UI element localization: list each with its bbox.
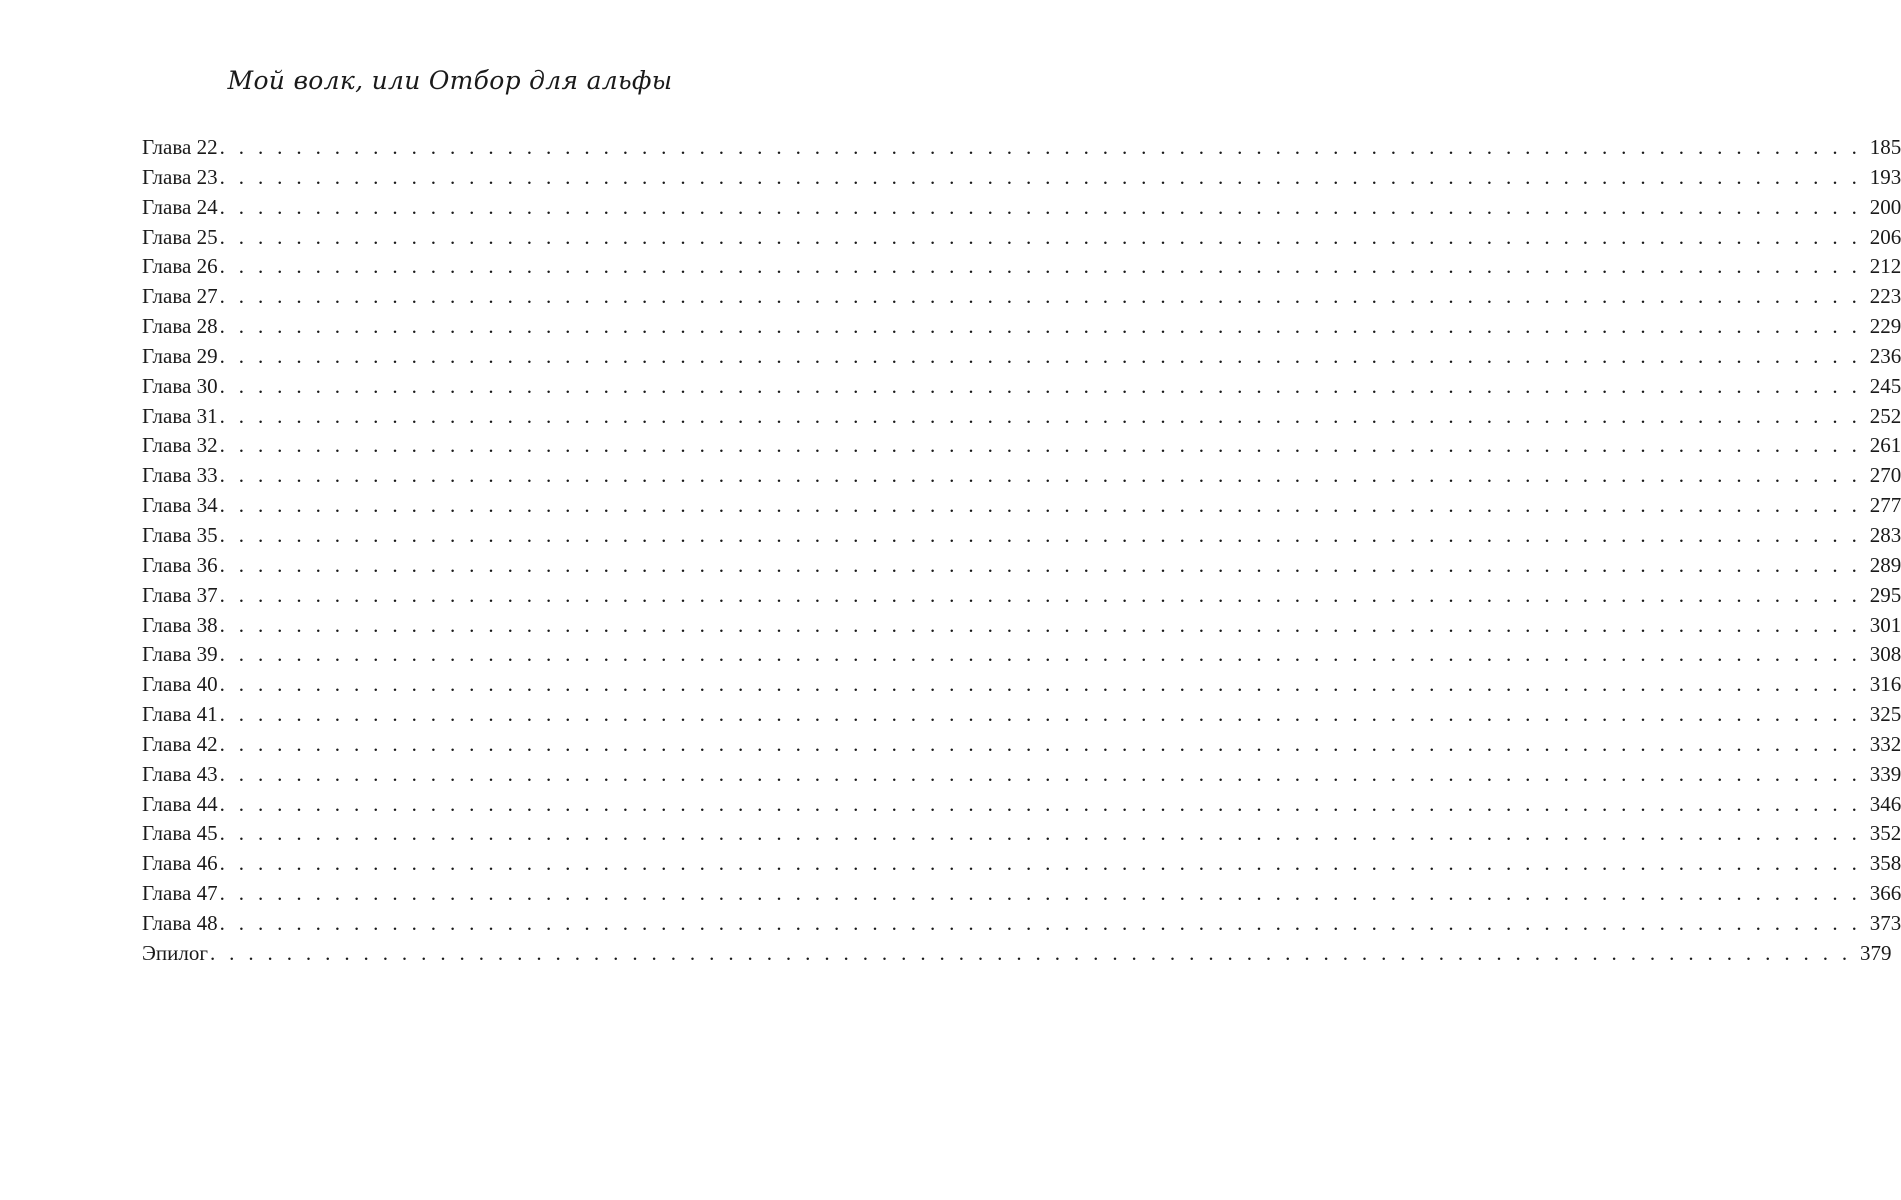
toc-entry-page: 252 [1869, 403, 1901, 428]
toc-entry-page: 193 [1869, 164, 1901, 189]
toc-entry-page: 358 [1869, 851, 1901, 876]
toc-entry-title: Глава 43 [142, 761, 218, 786]
toc-entry-title: Глава 30 [142, 373, 218, 398]
toc-entry-page: 200 [1869, 194, 1901, 219]
toc-entry-page: 379 [1860, 940, 1892, 965]
toc-entry-title: Глава 23 [142, 164, 218, 189]
toc-entry [142, 491, 1901, 521]
toc-entry-page: 325 [1869, 702, 1901, 727]
dot-leader: . . . . . . . . . . . . . . . . . . . . . . . . . . . . . . . . . . . . . . . . . . . . . . . . . . . . . . . . . . . . . . . . . . . . . . . . . . . . . . . . . . . . . . [219, 881, 1862, 906]
toc-entry-title: Глава 26 [142, 254, 218, 279]
toc-entry-page: 236 [1869, 343, 1901, 368]
toc-entry [142, 730, 1901, 760]
dot-leader: . . . . . . . . . . . . . . . . . . . . . . . . . . . . . . . . . . . . . . . . . . . . . . . . . . . . . . . . . . . . . . . . . . . . . . . . . . . . . . . . . . . . . . [219, 254, 1862, 279]
toc-entry-page: 352 [1869, 821, 1901, 846]
toc-entry [142, 163, 1901, 193]
toc-entry-title: Глава 44 [142, 791, 218, 816]
toc-entry-title: Глава 41 [142, 702, 218, 727]
toc-entry [142, 402, 1901, 432]
dot-leader: . . . . . . . . . . . . . . . . . . . . . . . . . . . . . . . . . . . . . . . . . . . . . . . . . . . . . . . . . . . . . . . . . . . . . . . . . . . . . . . . . . . . . . [219, 164, 1862, 189]
toc-entry-title: Глава 28 [142, 314, 218, 339]
toc-entry [142, 760, 1901, 790]
toc-entry-page: 316 [1869, 672, 1901, 697]
toc-entry-title: Глава 35 [142, 522, 218, 547]
toc-entry [142, 252, 1901, 282]
toc-entry [142, 282, 1901, 312]
dot-leader: . . . . . . . . . . . . . . . . . . . . . . . . . . . . . . . . . . . . . . . . . . . . . . . . . . . . . . . . . . . . . . . . . . . . . . . . . . . . . . . . . . . . . . [219, 642, 1862, 667]
toc-entry [142, 611, 1901, 641]
toc-entry-title: Глава 48 [142, 910, 218, 935]
toc-entry-page: 277 [1869, 493, 1901, 518]
toc-entry-title: Глава 29 [142, 343, 218, 368]
toc-entry-title: Глава 32 [142, 433, 218, 458]
toc-entry-page: 373 [1869, 910, 1901, 935]
toc-entry-page: 332 [1869, 731, 1901, 756]
toc-entry-page: 212 [1869, 254, 1901, 279]
toc-entry [142, 342, 1901, 372]
dot-leader: . . . . . . . . . . . . . . . . . . . . . . . . . . . . . . . . . . . . . . . . . . . . . . . . . . . . . . . . . . . . . . . . . . . . . . . . . . . . . . . . . . . . . . [219, 343, 1862, 368]
toc-entry-title: Глава 40 [142, 672, 218, 697]
dot-leader: . . . . . . . . . . . . . . . . . . . . . . . . . . . . . . . . . . . . . . . . . . . . . . . . . . . . . . . . . . . . . . . . . . . . . . . . . . . . . . . . . . . . . . [219, 702, 1862, 727]
toc-entry [142, 581, 1901, 611]
toc-entry-page: 245 [1869, 373, 1901, 398]
toc-entry [142, 223, 1901, 253]
toc-entry [142, 551, 1901, 581]
toc-entry-page: 301 [1869, 612, 1901, 637]
toc-entry [142, 909, 1901, 939]
toc-entry [142, 521, 1901, 551]
toc-entry-page: 308 [1869, 642, 1901, 667]
dot-leader: . . . . . . . . . . . . . . . . . . . . . . . . . . . . . . . . . . . . . . . . . . . . . . . . . . . . . . . . . . . . . . . . . . . . . . . . . . . . . . . . . . . . . . [209, 940, 1852, 965]
dot-leader: . . . . . . . . . . . . . . . . . . . . . . . . . . . . . . . . . . . . . . . . . . . . . . . . . . . . . . . . . . . . . . . . . . . . . . . . . . . . . . . . . . . . . . [219, 135, 1862, 159]
toc-entry [142, 461, 1901, 491]
running-head: Мой волк, или Отбор для альфы [227, 66, 673, 95]
toc-entry [142, 431, 1901, 461]
dot-leader: . . . . . . . . . . . . . . . . . . . . . . . . . . . . . . . . . . . . . . . . . . . . . . . . . . . . . . . . . . . . . . . . . . . . . . . . . . . . . . . . . . . . . . [219, 851, 1862, 876]
toc-entry-title: Глава 45 [142, 821, 218, 846]
toc-entry-title: Глава 36 [142, 552, 218, 577]
dot-leader: . . . . . . . . . . . . . . . . . . . . . . . . . . . . . . . . . . . . . . . . . . . . . . . . . . . . . . . . . . . . . . . . . . . . . . . . . . . . . . . . . . . . . . [219, 194, 1862, 219]
toc-entry [142, 819, 1901, 849]
toc-entry [142, 133, 1901, 163]
toc-entry-title: Глава 47 [142, 881, 218, 906]
toc-entry-page: 366 [1869, 881, 1901, 906]
toc-entry-title: Глава 42 [142, 731, 218, 756]
dot-leader: . . . . . . . . . . . . . . . . . . . . . . . . . . . . . . . . . . . . . . . . . . . . . . . . . . . . . . . . . . . . . . . . . . . . . . . . . . . . . . . . . . . . . . [219, 493, 1862, 518]
toc-entry [142, 193, 1901, 223]
dot-leader: . . . . . . . . . . . . . . . . . . . . . . . . . . . . . . . . . . . . . . . . . . . . . . . . . . . . . . . . . . . . . . . . . . . . . . . . . . . . . . . . . . . . . . [219, 612, 1862, 637]
toc-entry [142, 700, 1901, 730]
toc-entry-page: 261 [1869, 433, 1901, 458]
dot-leader: . . . . . . . . . . . . . . . . . . . . . . . . . . . . . . . . . . . . . . . . . . . . . . . . . . . . . . . . . . . . . . . . . . . . . . . . . . . . . . . . . . . . . . [219, 224, 1862, 249]
dot-leader: . . . . . . . . . . . . . . . . . . . . . . . . . . . . . . . . . . . . . . . . . . . . . . . . . . . . . . . . . . . . . . . . . . . . . . . . . . . . . . . . . . . . . . [219, 761, 1862, 786]
toc-entry-title: Глава 38 [142, 612, 218, 637]
toc-entry-page: 206 [1869, 224, 1901, 249]
dot-leader: . . . . . . . . . . . . . . . . . . . . . . . . . . . . . . . . . . . . . . . . . . . . . . . . . . . . . . . . . . . . . . . . . . . . . . . . . . . . . . . . . . . . . . [219, 433, 1862, 458]
toc-entry-title: Глава 27 [142, 284, 218, 309]
toc-entry-title: Глава 39 [142, 642, 218, 667]
toc-entry-title: Глава 31 [142, 403, 218, 428]
toc-entry [142, 670, 1901, 700]
toc-entry-page: 270 [1869, 463, 1901, 488]
toc-entry-page: 229 [1869, 314, 1901, 339]
toc-entry-title: Эпилог [142, 940, 208, 965]
toc-entry [142, 879, 1901, 909]
toc-entry-title: Глава 46 [142, 851, 218, 876]
dot-leader: . . . . . . . . . . . . . . . . . . . . . . . . . . . . . . . . . . . . . . . . . . . . . . . . . . . . . . . . . . . . . . . . . . . . . . . . . . . . . . . . . . . . . . [219, 463, 1862, 488]
toc-entry-page: 185 [1869, 135, 1901, 159]
dot-leader: . . . . . . . . . . . . . . . . . . . . . . . . . . . . . . . . . . . . . . . . . . . . . . . . . . . . . . . . . . . . . . . . . . . . . . . . . . . . . . . . . . . . . . [219, 791, 1862, 816]
toc-entry [142, 640, 1901, 670]
toc-entry-page: 289 [1869, 552, 1901, 577]
dot-leader: . . . . . . . . . . . . . . . . . . . . . . . . . . . . . . . . . . . . . . . . . . . . . . . . . . . . . . . . . . . . . . . . . . . . . . . . . . . . . . . . . . . . . . [219, 403, 1862, 428]
toc-entry-title: Глава 24 [142, 194, 218, 219]
toc-entry-title: Глава 33 [142, 463, 218, 488]
toc-entry [142, 849, 1901, 879]
table-of-contents [142, 133, 1901, 969]
toc-entry [142, 790, 1901, 820]
toc-entry-page: 346 [1869, 791, 1901, 816]
dot-leader: . . . . . . . . . . . . . . . . . . . . . . . . . . . . . . . . . . . . . . . . . . . . . . . . . . . . . . . . . . . . . . . . . . . . . . . . . . . . . . . . . . . . . . [219, 910, 1862, 935]
dot-leader: . . . . . . . . . . . . . . . . . . . . . . . . . . . . . . . . . . . . . . . . . . . . . . . . . . . . . . . . . . . . . . . . . . . . . . . . . . . . . . . . . . . . . . [219, 821, 1862, 846]
dot-leader: . . . . . . . . . . . . . . . . . . . . . . . . . . . . . . . . . . . . . . . . . . . . . . . . . . . . . . . . . . . . . . . . . . . . . . . . . . . . . . . . . . . . . . [219, 582, 1862, 607]
dot-leader: . . . . . . . . . . . . . . . . . . . . . . . . . . . . . . . . . . . . . . . . . . . . . . . . . . . . . . . . . . . . . . . . . . . . . . . . . . . . . . . . . . . . . . [219, 284, 1862, 309]
toc-entry-title: Глава 37 [142, 582, 218, 607]
toc-entry-page: 339 [1869, 761, 1901, 786]
dot-leader: . . . . . . . . . . . . . . . . . . . . . . . . . . . . . . . . . . . . . . . . . . . . . . . . . . . . . . . . . . . . . . . . . . . . . . . . . . . . . . . . . . . . . . [219, 522, 1862, 547]
dot-leader: . . . . . . . . . . . . . . . . . . . . . . . . . . . . . . . . . . . . . . . . . . . . . . . . . . . . . . . . . . . . . . . . . . . . . . . . . . . . . . . . . . . . . . [219, 314, 1862, 339]
toc-entry-title: Глава 22 [142, 135, 218, 159]
toc-entry-page: 295 [1869, 582, 1901, 607]
dot-leader: . . . . . . . . . . . . . . . . . . . . . . . . . . . . . . . . . . . . . . . . . . . . . . . . . . . . . . . . . . . . . . . . . . . . . . . . . . . . . . . . . . . . . . [219, 552, 1862, 577]
toc-entry [142, 312, 1901, 342]
toc-entry [142, 372, 1901, 402]
dot-leader: . . . . . . . . . . . . . . . . . . . . . . . . . . . . . . . . . . . . . . . . . . . . . . . . . . . . . . . . . . . . . . . . . . . . . . . . . . . . . . . . . . . . . . [219, 373, 1862, 398]
toc-entry-title: Глава 34 [142, 493, 218, 518]
dot-leader: . . . . . . . . . . . . . . . . . . . . . . . . . . . . . . . . . . . . . . . . . . . . . . . . . . . . . . . . . . . . . . . . . . . . . . . . . . . . . . . . . . . . . . [219, 672, 1862, 697]
toc-entry-title: Глава 25 [142, 224, 218, 249]
toc-entry-page: 223 [1869, 284, 1901, 309]
toc-entry-page: 283 [1869, 522, 1901, 547]
dot-leader: . . . . . . . . . . . . . . . . . . . . . . . . . . . . . . . . . . . . . . . . . . . . . . . . . . . . . . . . . . . . . . . . . . . . . . . . . . . . . . . . . . . . . . [219, 731, 1862, 756]
toc-entry [142, 939, 1892, 969]
